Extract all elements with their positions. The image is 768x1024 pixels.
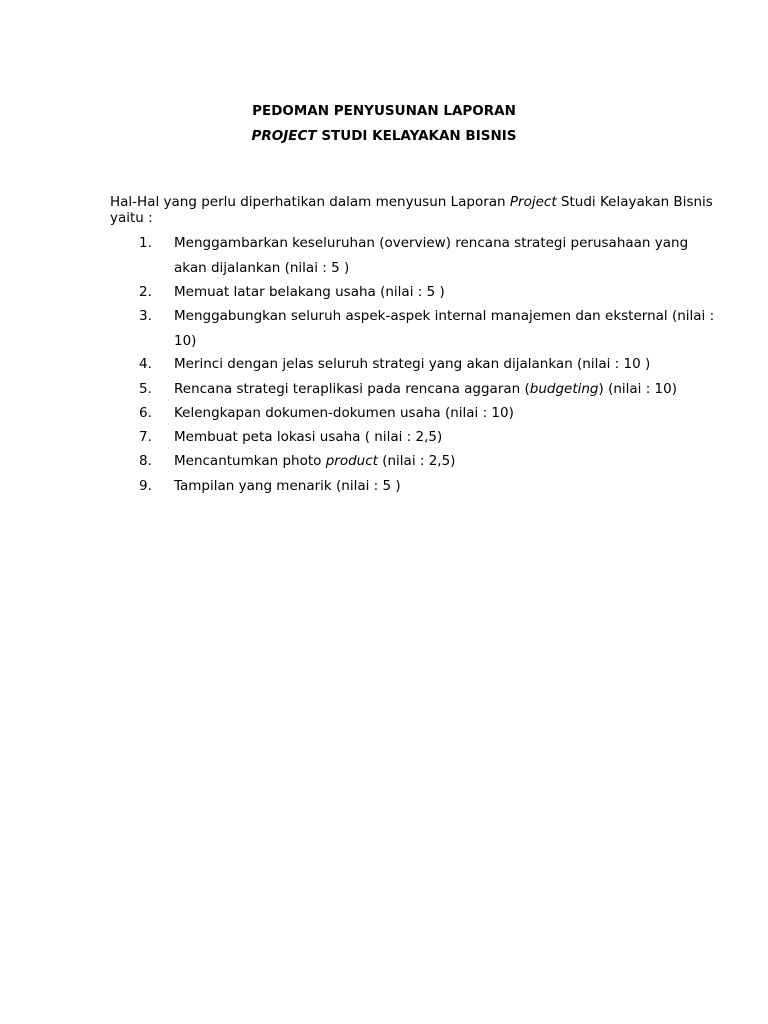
list-item-text-main: Mencantumkan photo [174,453,326,469]
list-item-text [174,474,719,499]
list-item-number: 9. [139,478,152,494]
list-item-text-italic: budgeting [529,381,599,397]
list-item-text-main: Menggambarkan keseluruhan (overview) rencana strategi perusahaan yang akan dijalankan (nilai : 5 ) [174,235,689,276]
list-item-text [174,352,719,377]
list-item-text [174,401,719,426]
list-item-number: 8. [139,453,152,469]
list-item-number: 1. [139,235,152,251]
list-item-text [174,377,719,402]
list-item-text-italic: product [325,453,378,469]
intro-text-2: Studi Kelayakan Bisnis yaitu : [110,194,713,226]
intro-italic: Project [509,194,557,210]
list-item-text [174,449,719,474]
list-item-text-main: Menggabungkan seluruh aspek-aspek internal manajemen dan eksternal (nilai : 10) [174,308,715,349]
document-title-line-2 [0,128,768,144]
list-item-text-main: Memuat latar belakang usaha (nilai : 5 ) [174,284,445,300]
list-item-text-main: Merinci dengan jelas seluruh strategi yang akan dijalankan (nilai : 10 ) [174,356,651,372]
list-item-text [174,425,719,450]
title-line-2-italic: PROJECT [251,128,317,144]
list-item-text-tail: ) (nilai : 10) [598,381,677,397]
list-item-number: 3. [139,308,152,324]
intro-text-1: Hal-Hal yang perlu diperhatikan dalam menyusun Laporan [110,194,510,210]
title-line-2-rest: STUDI KELAYAKAN BISNIS [316,128,517,144]
list-item-text-tail: (nilai : 2,5) [377,453,456,469]
list-item-text [174,231,719,280]
list-item-text-main: Membuat peta lokasi usaha ( nilai : 2,5) [174,429,443,445]
list-item-text [174,280,719,305]
list-item-text [174,304,719,353]
intro-paragraph [110,194,730,226]
list-item-number: 6. [139,405,152,421]
list-item-text-main: Kelengkapan dokumen-dokumen usaha (nilai : 10) [174,405,514,421]
list-item-number: 2. [139,284,152,300]
document-title-line-1 [0,103,768,119]
list-item-number: 4. [139,356,152,372]
list-item-number: 7. [139,429,152,445]
list-item-text-main: Rencana strategi teraplikasi pada rencana aggaran ( [174,381,530,397]
list-item-number: 5. [139,381,152,397]
title-line-1-text: PEDOMAN PENYUSUNAN LAPORAN [252,103,516,119]
list-item-text-main: Tampilan yang menarik (nilai : 5 ) [174,478,401,494]
